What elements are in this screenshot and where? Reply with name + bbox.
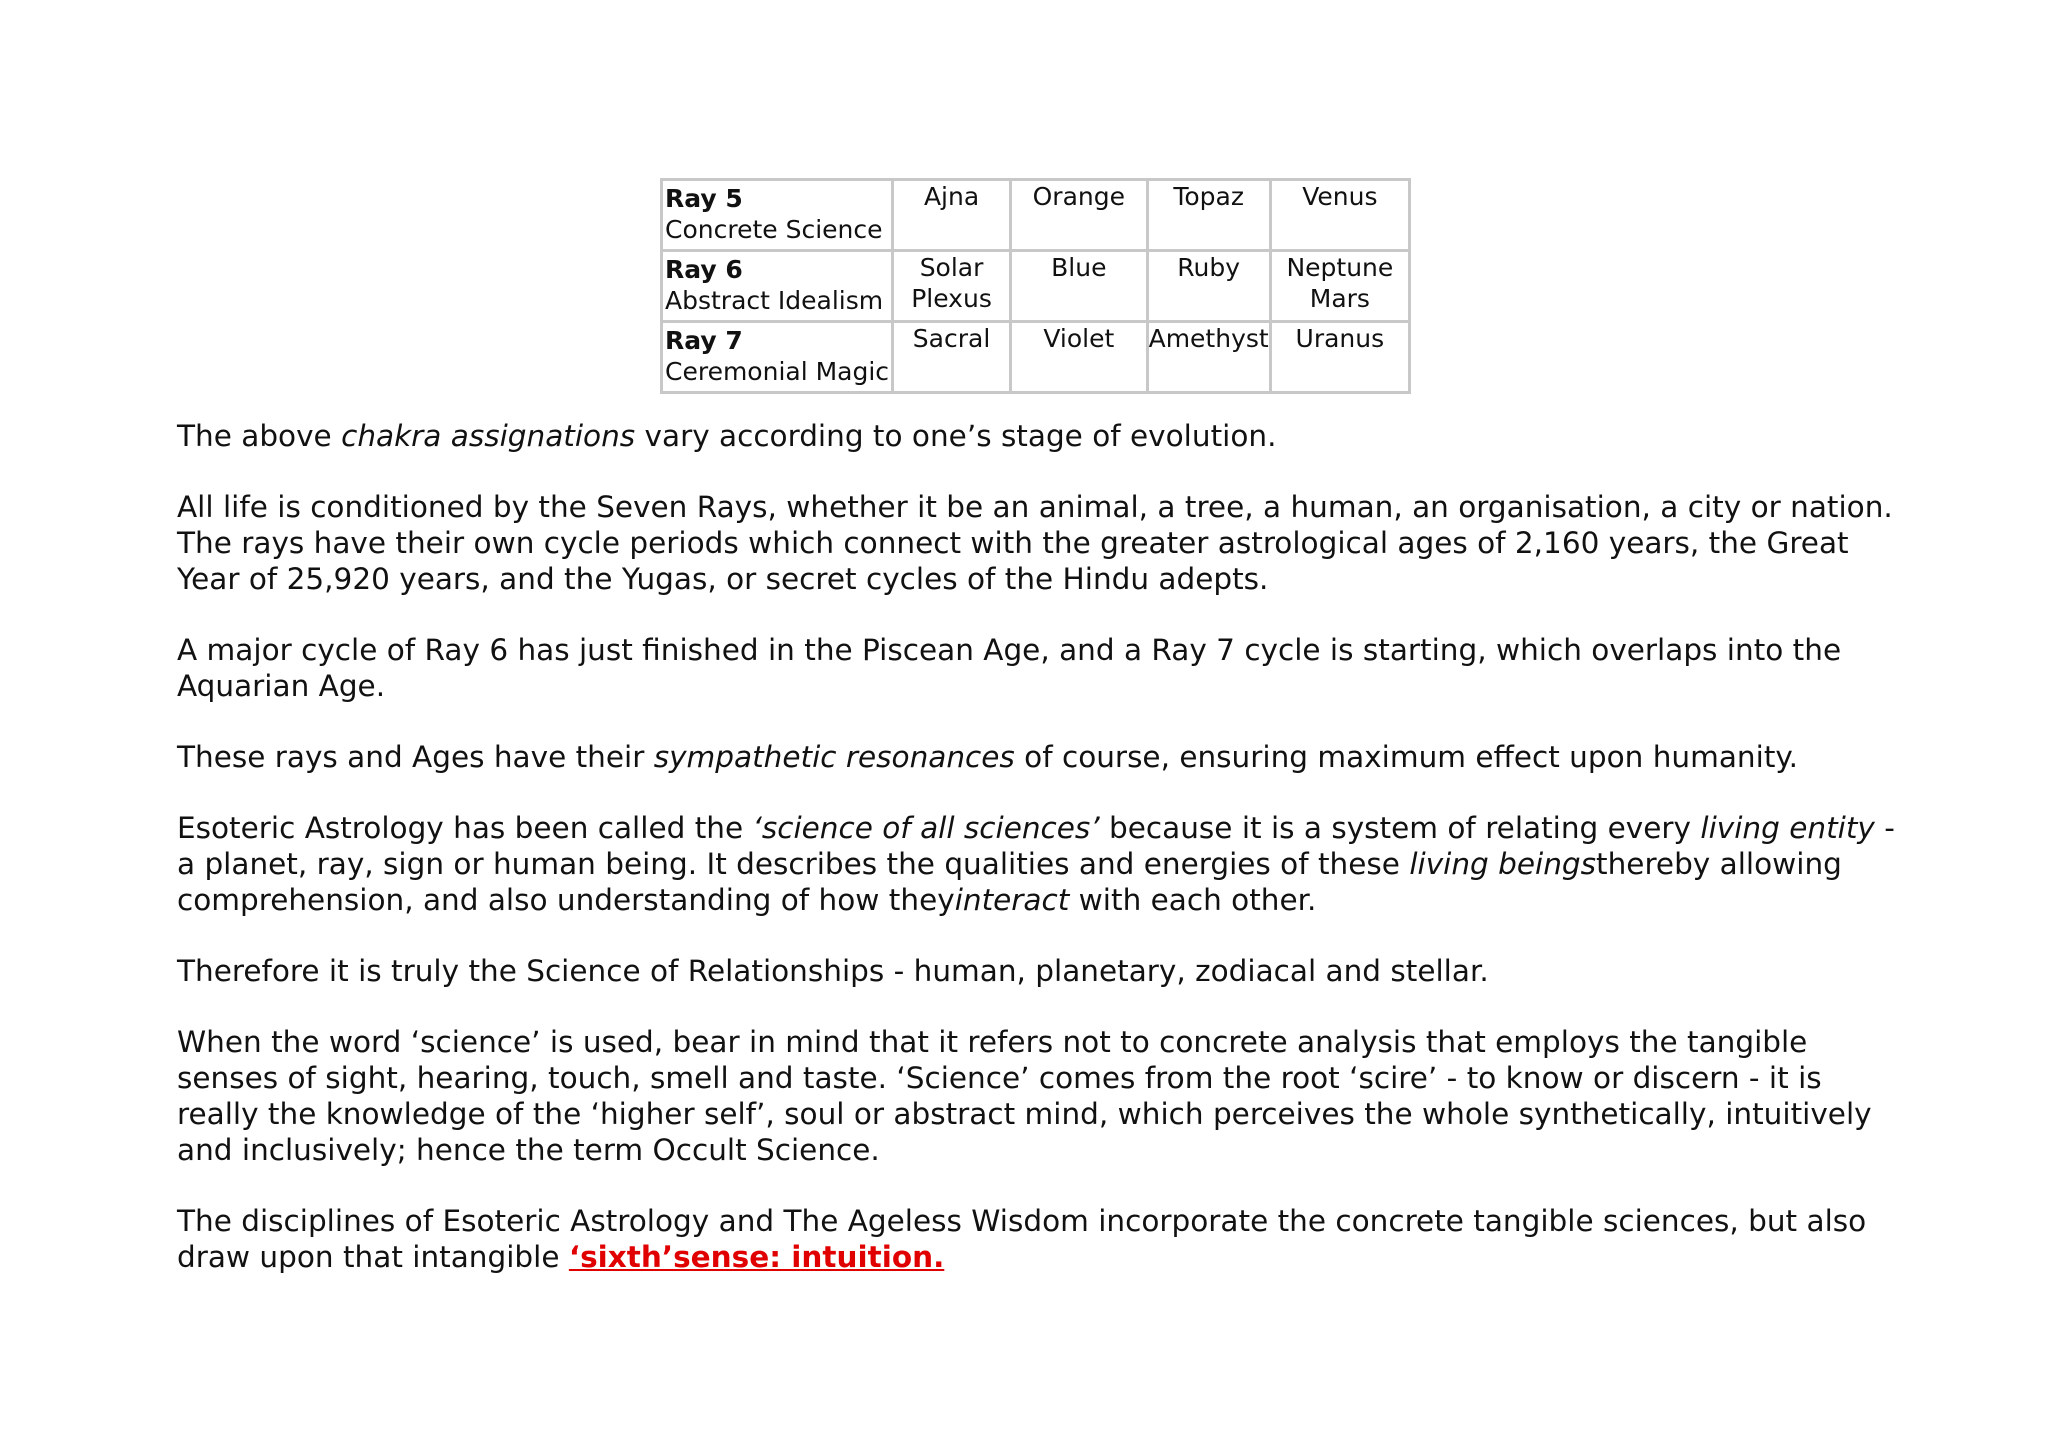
body-text — [177, 418, 1897, 1310]
cell-text: Venus — [1302, 182, 1378, 211]
colour-cell — [1011, 180, 1148, 251]
text-run: vary according to one’s stage of evolution. — [635, 419, 1277, 453]
ray-correspondence-table — [660, 178, 1411, 394]
cell-text: Ruby — [1177, 253, 1241, 282]
text-run: These rays and Ages have their — [177, 740, 654, 774]
chakra-cell — [893, 251, 1011, 322]
ray-name: Ray 5 — [665, 184, 743, 213]
chakra-cell — [893, 322, 1011, 393]
colour-cell — [1011, 322, 1148, 393]
planet-cell — [1270, 251, 1409, 322]
cell-text: Neptune — [1286, 253, 1394, 282]
ray-subtitle: Abstract Idealism — [665, 286, 884, 315]
ray-name: Ray 6 — [665, 255, 743, 284]
paragraph-science-of-relationships: Therefore it is truly the Science of Relationships - human, planetary, zodiacal and stellar. — [177, 954, 1489, 988]
ray-subtitle: Ceremonial Magic — [665, 357, 890, 386]
ray-table-body — [662, 180, 1410, 393]
cell-text: Topaz — [1173, 182, 1244, 211]
text-run: - a planet, ray, sign or human being. It describes the qualities and energies of these — [177, 811, 1895, 881]
ray-cell — [662, 322, 893, 393]
paragraph-esoteric-astrology — [177, 810, 1897, 918]
ray-subtitle: Concrete Science — [665, 215, 883, 244]
ray-cell — [662, 251, 893, 322]
emphasis-chakra-assignations: chakra assignations — [341, 419, 636, 453]
cell-text: Plexus — [911, 284, 992, 313]
emphasis-living-entity: living entity — [1700, 811, 1875, 845]
gem-cell — [1147, 322, 1270, 393]
paragraph-ray-cycles: A major cycle of Ray 6 has just finished in the Piscean Age, and a Ray 7 cycle is starting, which overlaps into the Aquarian Age. — [177, 633, 1842, 703]
cell-text: Solar — [919, 253, 984, 282]
paragraph-disciplines — [177, 1203, 1897, 1275]
ray-name: Ray 7 — [665, 326, 743, 355]
gem-cell — [1147, 180, 1270, 251]
cell-text: Blue — [1051, 253, 1107, 282]
text-run: of course, ensuring maximum effect upon humanity. — [1014, 740, 1799, 774]
gem-cell — [1147, 251, 1270, 322]
paragraph-word-science: When the word ‘science’ is used, bear in mind that it refers not to concrete analysis that employs the tangible senses of sight, hearing, touch, smell and taste. ‘Science’ comes from the root ‘scire’ - to know or discern - it is really the knowledge of the ‘higher self’, soul or abstract mind, which perceives the whole synthetically, intuitively and inclusively; hence the term Occult Science. — [177, 1025, 1872, 1167]
planet-cell — [1270, 322, 1409, 393]
emphasis-living-beings: living beings — [1409, 847, 1597, 881]
table-row — [662, 322, 1410, 393]
ray-cell — [662, 180, 893, 251]
planet-cell — [1270, 180, 1409, 251]
paragraph-resonances — [177, 739, 1897, 775]
highlight-sixth-sense-intuition: ‘sixth’sense: intuition. — [568, 1240, 945, 1274]
text-run: The above — [177, 419, 342, 453]
cell-text: Mars — [1309, 284, 1370, 313]
cell-text: Sacral — [912, 324, 991, 353]
chakra-cell — [893, 180, 1011, 251]
text-run: The disciplines of Esoteric Astrology and The Ageless Wisdom incorporate the concrete tangible sciences, but also draw upon that intangible — [177, 1204, 1867, 1274]
cell-text: Ajna — [923, 182, 980, 211]
text-run: Esoteric Astrology has been called the — [177, 811, 753, 845]
paragraph-seven-rays: All life is conditioned by the Seven Rays, whether it be an animal, a tree, a human, an organisation, a city or nation. The rays have their own cycle periods which connect with the greater astrological ages of 2,160 years, the Great Year of 25,920 years, and the Yugas, or secret cycles of the Hindu adepts. — [177, 490, 1893, 596]
text-run: with each other. — [1069, 883, 1317, 917]
cell-text: Orange — [1032, 182, 1125, 211]
cell-text: Violet — [1043, 324, 1115, 353]
emphasis-sympathetic-resonances: sympathetic resonances — [653, 740, 1015, 774]
table-row — [662, 251, 1410, 322]
table-row — [662, 180, 1410, 251]
colour-cell — [1011, 251, 1148, 322]
emphasis-science-of-all-sciences: ‘science of all sciences’ — [752, 811, 1100, 845]
text-run: because it is a system of relating every — [1099, 811, 1701, 845]
cell-text: Uranus — [1295, 324, 1385, 353]
emphasis-interact: interact — [954, 883, 1070, 917]
paragraph-chakra-assignations — [177, 418, 1897, 454]
cell-text: Amethyst — [1148, 324, 1269, 353]
text-run: thereby allowing comprehension, and also understanding of how they — [177, 847, 1842, 917]
